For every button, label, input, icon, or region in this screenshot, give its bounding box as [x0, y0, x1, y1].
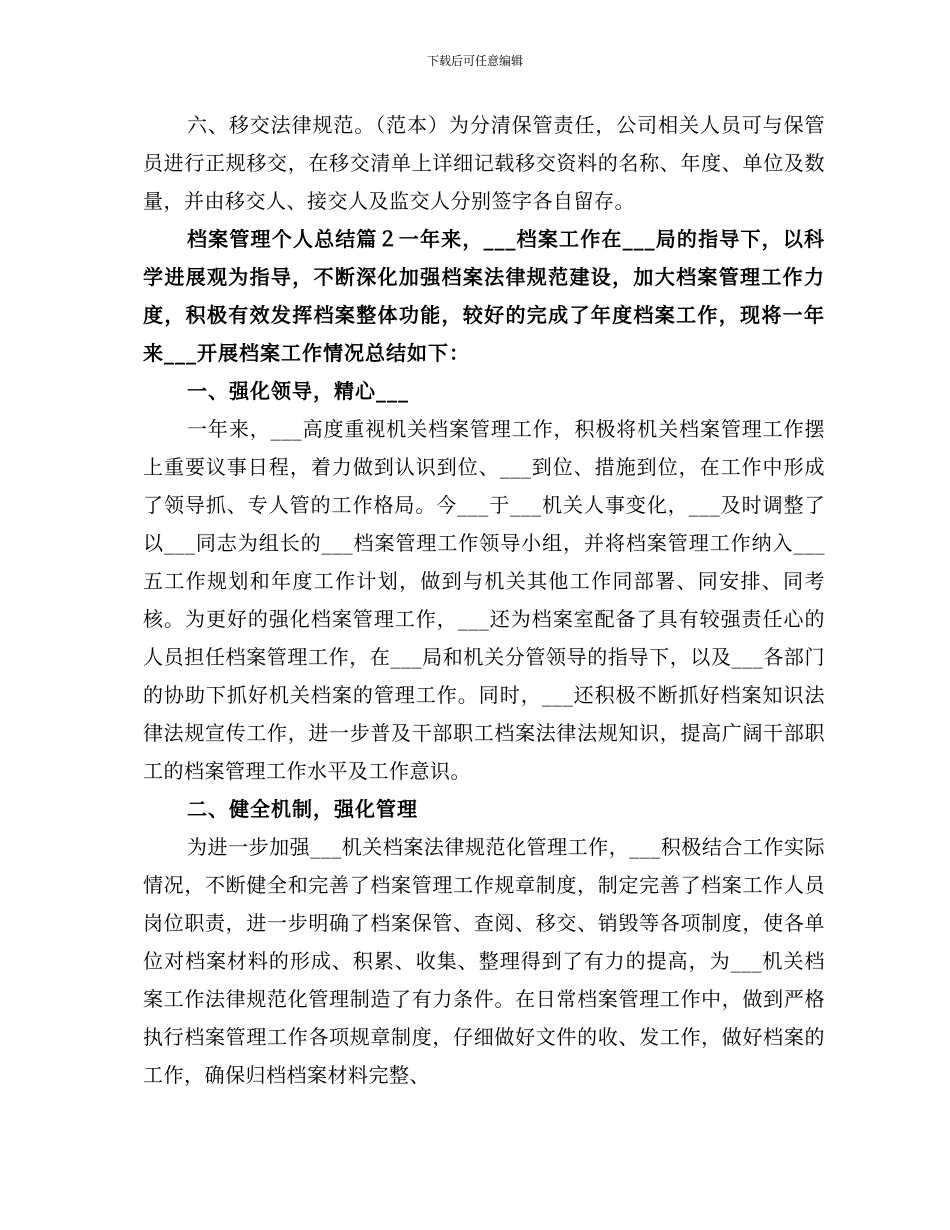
- paragraph-leadership: 一年来，___高度重视机关档案管理工作，积极将机关档案管理工作摆上重要议事日程，着力做到认识到位、___到位、措施到位，在工作中形成了领导抓、专人管的工作格局。今___于___机关人事变化，___及时调整了以___同志为组长的___档案管理工作领导小组，并将档案管理工作纳入___五工作规划和年度工作计划，做到与机关其他工作同部署、同安排、同考核。为更好的强化档案管理工作，___还为档案室配备了具有较强责任心的人员担任档案管理工作，在___局和机关分管领导的指导下，以及___各部门的协助下抓好机关档案的管理工作。同时，___还积极不断抓好档案知识法律法规宣传工作，进一步普及干部职工档案法律法规知识，提高广阔干部职工的档案管理工作水平及工作意识。: [143, 417, 825, 783]
- paragraph-mechanism: 为进一步加强___机关档案法律规范化管理工作，___积极结合工作实际情况，不断健全和完善了档案管理工作规章制度，制定完善了档案工作人员岗位职责，进一步明确了档案保管、查阅、移交、销毁等各项制度，使各单位对档案材料的形成、积累、收集、整理得到了有力的提高，为___机关档案工作法律规范化管理制造了有力条件。在日常档案管理工作中，做到严格执行档案管理工作各项规章制度，仔细做好文件的收、发工作，做好档案的工作，确保归档档案材料完整、: [143, 835, 825, 1087]
- paragraph-transfer-rules: 六、移交法律规范。（范本）为分清保管责任，公司相关人员可与保管员进行正规移交，在移交清单上详细记载移交资料的名称、年度、单位及数量，并由移交人、接交人及监交人分别签字各自留存。: [143, 113, 825, 213]
- page-header: 下载后可任意编辑: [426, 54, 523, 68]
- document-body: [143, 106, 825, 1094]
- section-heading-leadership: 一、强化领导，精心___: [187, 379, 409, 403]
- section-heading-mechanism: 二、健全机制，强化管理: [187, 797, 418, 821]
- paragraph-summary-intro: 档案管理个人总结篇２一年来，___档案工作在___局的指导下，以科学进展观为指导，不断深化加强档案法律规范建设，加大档案管理工作力度，积极有效发挥档案整体功能，较好的完成了年度档案工作，现将一年来___开展档案工作情况总结如下：: [143, 227, 825, 365]
